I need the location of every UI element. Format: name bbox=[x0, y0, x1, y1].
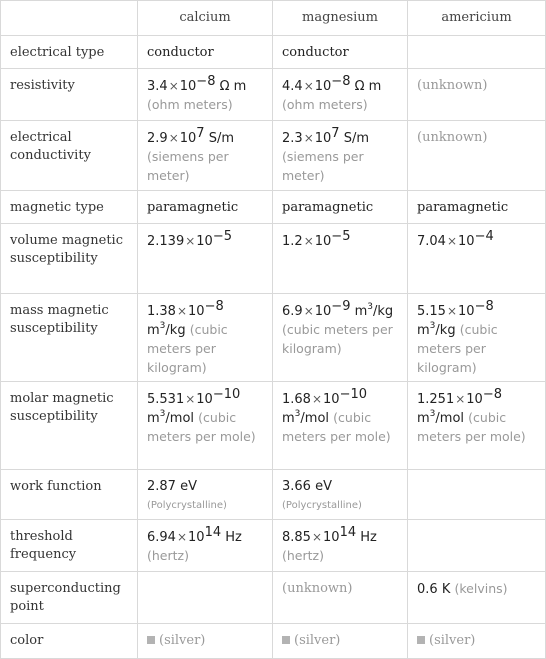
row-work-function bbox=[1, 470, 546, 520]
cell-americium bbox=[408, 624, 546, 659]
cell-americium bbox=[408, 470, 546, 520]
value-number: 2.87 bbox=[147, 479, 176, 494]
value-unit: $m^3$/mol bbox=[147, 409, 195, 426]
value-unit: S/m bbox=[343, 131, 370, 146]
value-exponent: −5 bbox=[212, 229, 232, 244]
value-mantissa: 6.9 bbox=[282, 304, 303, 319]
row-threshold-frequency bbox=[1, 520, 546, 572]
value-exponent: −5 bbox=[331, 229, 351, 244]
value-unit: $m^3$/mol bbox=[282, 409, 330, 426]
value-mantissa: 6.94 bbox=[147, 530, 176, 545]
value-exponent: −10 bbox=[339, 387, 367, 402]
row-label: superconducting point bbox=[1, 572, 138, 624]
cell-calcium: $1.38\times 10^{-8}$ $m^3/kg$ (cubic meters per kilogram) bbox=[138, 294, 273, 382]
value-unit: $m^3/kg$ bbox=[417, 321, 456, 338]
value-unit: K bbox=[441, 582, 451, 597]
value-exponent: 7 bbox=[331, 126, 340, 141]
value-unit: Hz bbox=[360, 530, 377, 545]
row-label: molar magnetic susceptibility bbox=[1, 382, 138, 470]
cell-magnesium: $4.4\times 10^{-8}$ Ω m (ohm meters) bbox=[273, 69, 408, 121]
row-electrical-type bbox=[1, 36, 546, 69]
cell-calcium: $6.94\times 10^{14}$ Hz (hertz) bbox=[138, 520, 273, 572]
value-exponent: −8 bbox=[204, 299, 224, 314]
value-exponent: 14 bbox=[339, 525, 357, 540]
cell-calcium: $3.4\times 10^{-8}$ Ω m (ohm meters) bbox=[138, 69, 273, 121]
row-mass-susceptibility bbox=[1, 294, 546, 382]
value-mantissa: 7.04 bbox=[417, 234, 446, 249]
value-note: (cubic meters per kilogram) bbox=[282, 322, 393, 356]
cell-magnesium: conductor bbox=[273, 36, 408, 69]
value-mantissa: 1.2 bbox=[282, 234, 303, 249]
value-mantissa: 8.85 bbox=[282, 530, 311, 545]
value-mantissa: 2.3 bbox=[282, 131, 303, 146]
header-row bbox=[1, 1, 546, 36]
value-mantissa: 3.4 bbox=[147, 79, 168, 94]
header-magnesium: magnesium bbox=[273, 1, 408, 36]
cell-americium: $1.251\times 10^{-8}$ $m^3$/mol (cubic meters per mole) bbox=[408, 382, 546, 470]
header-americium: americium bbox=[408, 1, 546, 36]
color-value: (silver) bbox=[429, 633, 476, 648]
cell-americium: (unknown) bbox=[408, 69, 546, 121]
row-resistivity bbox=[1, 69, 546, 121]
value-note: (cubic meters per kilogram) bbox=[147, 322, 228, 375]
value-unit: Ω m bbox=[354, 79, 382, 94]
value-exponent: 7 bbox=[196, 126, 205, 141]
row-label: resistivity bbox=[1, 69, 138, 121]
value-unit: eV bbox=[180, 479, 197, 494]
row-label: color bbox=[1, 624, 138, 659]
color-swatch-icon bbox=[282, 636, 290, 644]
value-exponent: −8 bbox=[474, 299, 494, 314]
row-volume-susceptibility bbox=[1, 224, 546, 294]
cell-americium bbox=[408, 36, 546, 69]
value-note: (cubic meters per mole) bbox=[282, 410, 391, 444]
cell-magnesium: $1.68\times 10^{-10}$ $m^3$/mol (cubic meters per mole) bbox=[273, 382, 408, 470]
row-color bbox=[1, 624, 546, 659]
row-label: electrical type bbox=[1, 36, 138, 69]
cell-calcium bbox=[138, 624, 273, 659]
value-unit: Ω m bbox=[219, 79, 247, 94]
row-molar-susceptibility bbox=[1, 382, 546, 470]
value-note: (cubic meters per kilogram) bbox=[417, 322, 498, 375]
value-note: (siemens per meter) bbox=[282, 149, 364, 183]
cell-magnesium: paramagnetic bbox=[273, 191, 408, 224]
value-note: (siemens per meter) bbox=[147, 149, 229, 183]
value-exponent: −9 bbox=[331, 299, 351, 314]
cell-magnesium: $6.9\times 10^{-9}$ $m^3/kg$ (cubic meters per kilogram) bbox=[273, 294, 408, 382]
value-note: (ohm meters) bbox=[282, 97, 368, 112]
row-label: threshold frequency bbox=[1, 520, 138, 572]
value-mantissa: 2.139 bbox=[147, 234, 185, 249]
cell-calcium: conductor bbox=[138, 36, 273, 69]
row-label: electrical conductivity bbox=[1, 121, 138, 191]
value-note: (Polycrystalline) bbox=[282, 500, 362, 511]
cell-calcium: paramagnetic bbox=[138, 191, 273, 224]
row-superconducting-point bbox=[1, 572, 546, 624]
cell-magnesium: $1.2\times 10^{-5}$ bbox=[273, 224, 408, 294]
row-label: mass magnetic susceptibility bbox=[1, 294, 138, 382]
value-note: (cubic meters per mole) bbox=[147, 410, 256, 444]
value-unit: S/m bbox=[208, 131, 235, 146]
cell-calcium bbox=[138, 470, 273, 520]
value-note: (hertz) bbox=[282, 548, 324, 563]
cell-magnesium bbox=[273, 624, 408, 659]
cell-calcium: $2.9\times 10^7$ S/m (siemens per meter) bbox=[138, 121, 273, 191]
color-swatch-icon bbox=[147, 636, 155, 644]
value-mantissa: 5.531 bbox=[147, 392, 185, 407]
color-value: (silver) bbox=[159, 633, 206, 648]
header-empty bbox=[1, 1, 138, 36]
header-calcium: calcium bbox=[138, 1, 273, 36]
row-magnetic-type bbox=[1, 191, 546, 224]
row-label: volume magnetic susceptibility bbox=[1, 224, 138, 294]
color-swatch-icon bbox=[417, 636, 425, 644]
value-number: 3.66 bbox=[282, 479, 311, 494]
value-mantissa: 5.15 bbox=[417, 304, 446, 319]
value-unit: $m^3/kg$ bbox=[354, 302, 394, 319]
cell-calcium: $5.531\times 10^{-10}$ $m^3$/mol (cubic meters per mole) bbox=[138, 382, 273, 470]
cell-americium bbox=[408, 572, 546, 624]
cell-americium: $7.04\times 10^{-4}$ bbox=[408, 224, 546, 294]
value-unit: $m^3$/mol bbox=[417, 409, 465, 426]
value-mantissa: 1.38 bbox=[147, 304, 176, 319]
value-note: (ohm meters) bbox=[147, 97, 233, 112]
cell-americium: (unknown) bbox=[408, 121, 546, 191]
value-mantissa: 1.68 bbox=[282, 392, 311, 407]
value-mantissa: 2.9 bbox=[147, 131, 168, 146]
cell-magnesium bbox=[273, 470, 408, 520]
value-note: (Polycrystalline) bbox=[147, 500, 227, 511]
row-label: magnetic type bbox=[1, 191, 138, 224]
cell-calcium bbox=[138, 572, 273, 624]
value-number: 0.6 bbox=[417, 582, 438, 597]
value-unit: $m^3/kg$ bbox=[147, 321, 186, 338]
value-exponent: −8 bbox=[331, 74, 351, 89]
cell-magnesium: $8.85\times 10^{14}$ Hz (hertz) bbox=[273, 520, 408, 572]
value-unit: Hz bbox=[225, 530, 242, 545]
value-note: (hertz) bbox=[147, 548, 189, 563]
value-unit: eV bbox=[315, 479, 332, 494]
value-exponent: −8 bbox=[196, 74, 216, 89]
value-mantissa: 4.4 bbox=[282, 79, 303, 94]
color-value: (silver) bbox=[294, 633, 341, 648]
cell-americium: $5.15\times 10^{-8}$ $m^3/kg$ (cubic meters per kilogram) bbox=[408, 294, 546, 382]
value-note: (kelvins) bbox=[454, 581, 508, 596]
cell-magnesium: (unknown) bbox=[273, 572, 408, 624]
cell-americium: paramagnetic bbox=[408, 191, 546, 224]
value-exponent: −4 bbox=[474, 229, 494, 244]
cell-americium bbox=[408, 520, 546, 572]
value-note: (cubic meters per mole) bbox=[417, 410, 526, 444]
value-exponent: 14 bbox=[204, 525, 222, 540]
value-exponent: −8 bbox=[482, 387, 502, 402]
value-exponent: −10 bbox=[212, 387, 241, 402]
cell-magnesium: $2.3\times 10^7$ S/m (siemens per meter) bbox=[273, 121, 408, 191]
value-mantissa: 1.251 bbox=[417, 392, 455, 407]
cell-calcium: $2.139\times 10^{-5}$ bbox=[138, 224, 273, 294]
row-electrical-conductivity bbox=[1, 121, 546, 191]
row-label: work function bbox=[1, 470, 138, 520]
